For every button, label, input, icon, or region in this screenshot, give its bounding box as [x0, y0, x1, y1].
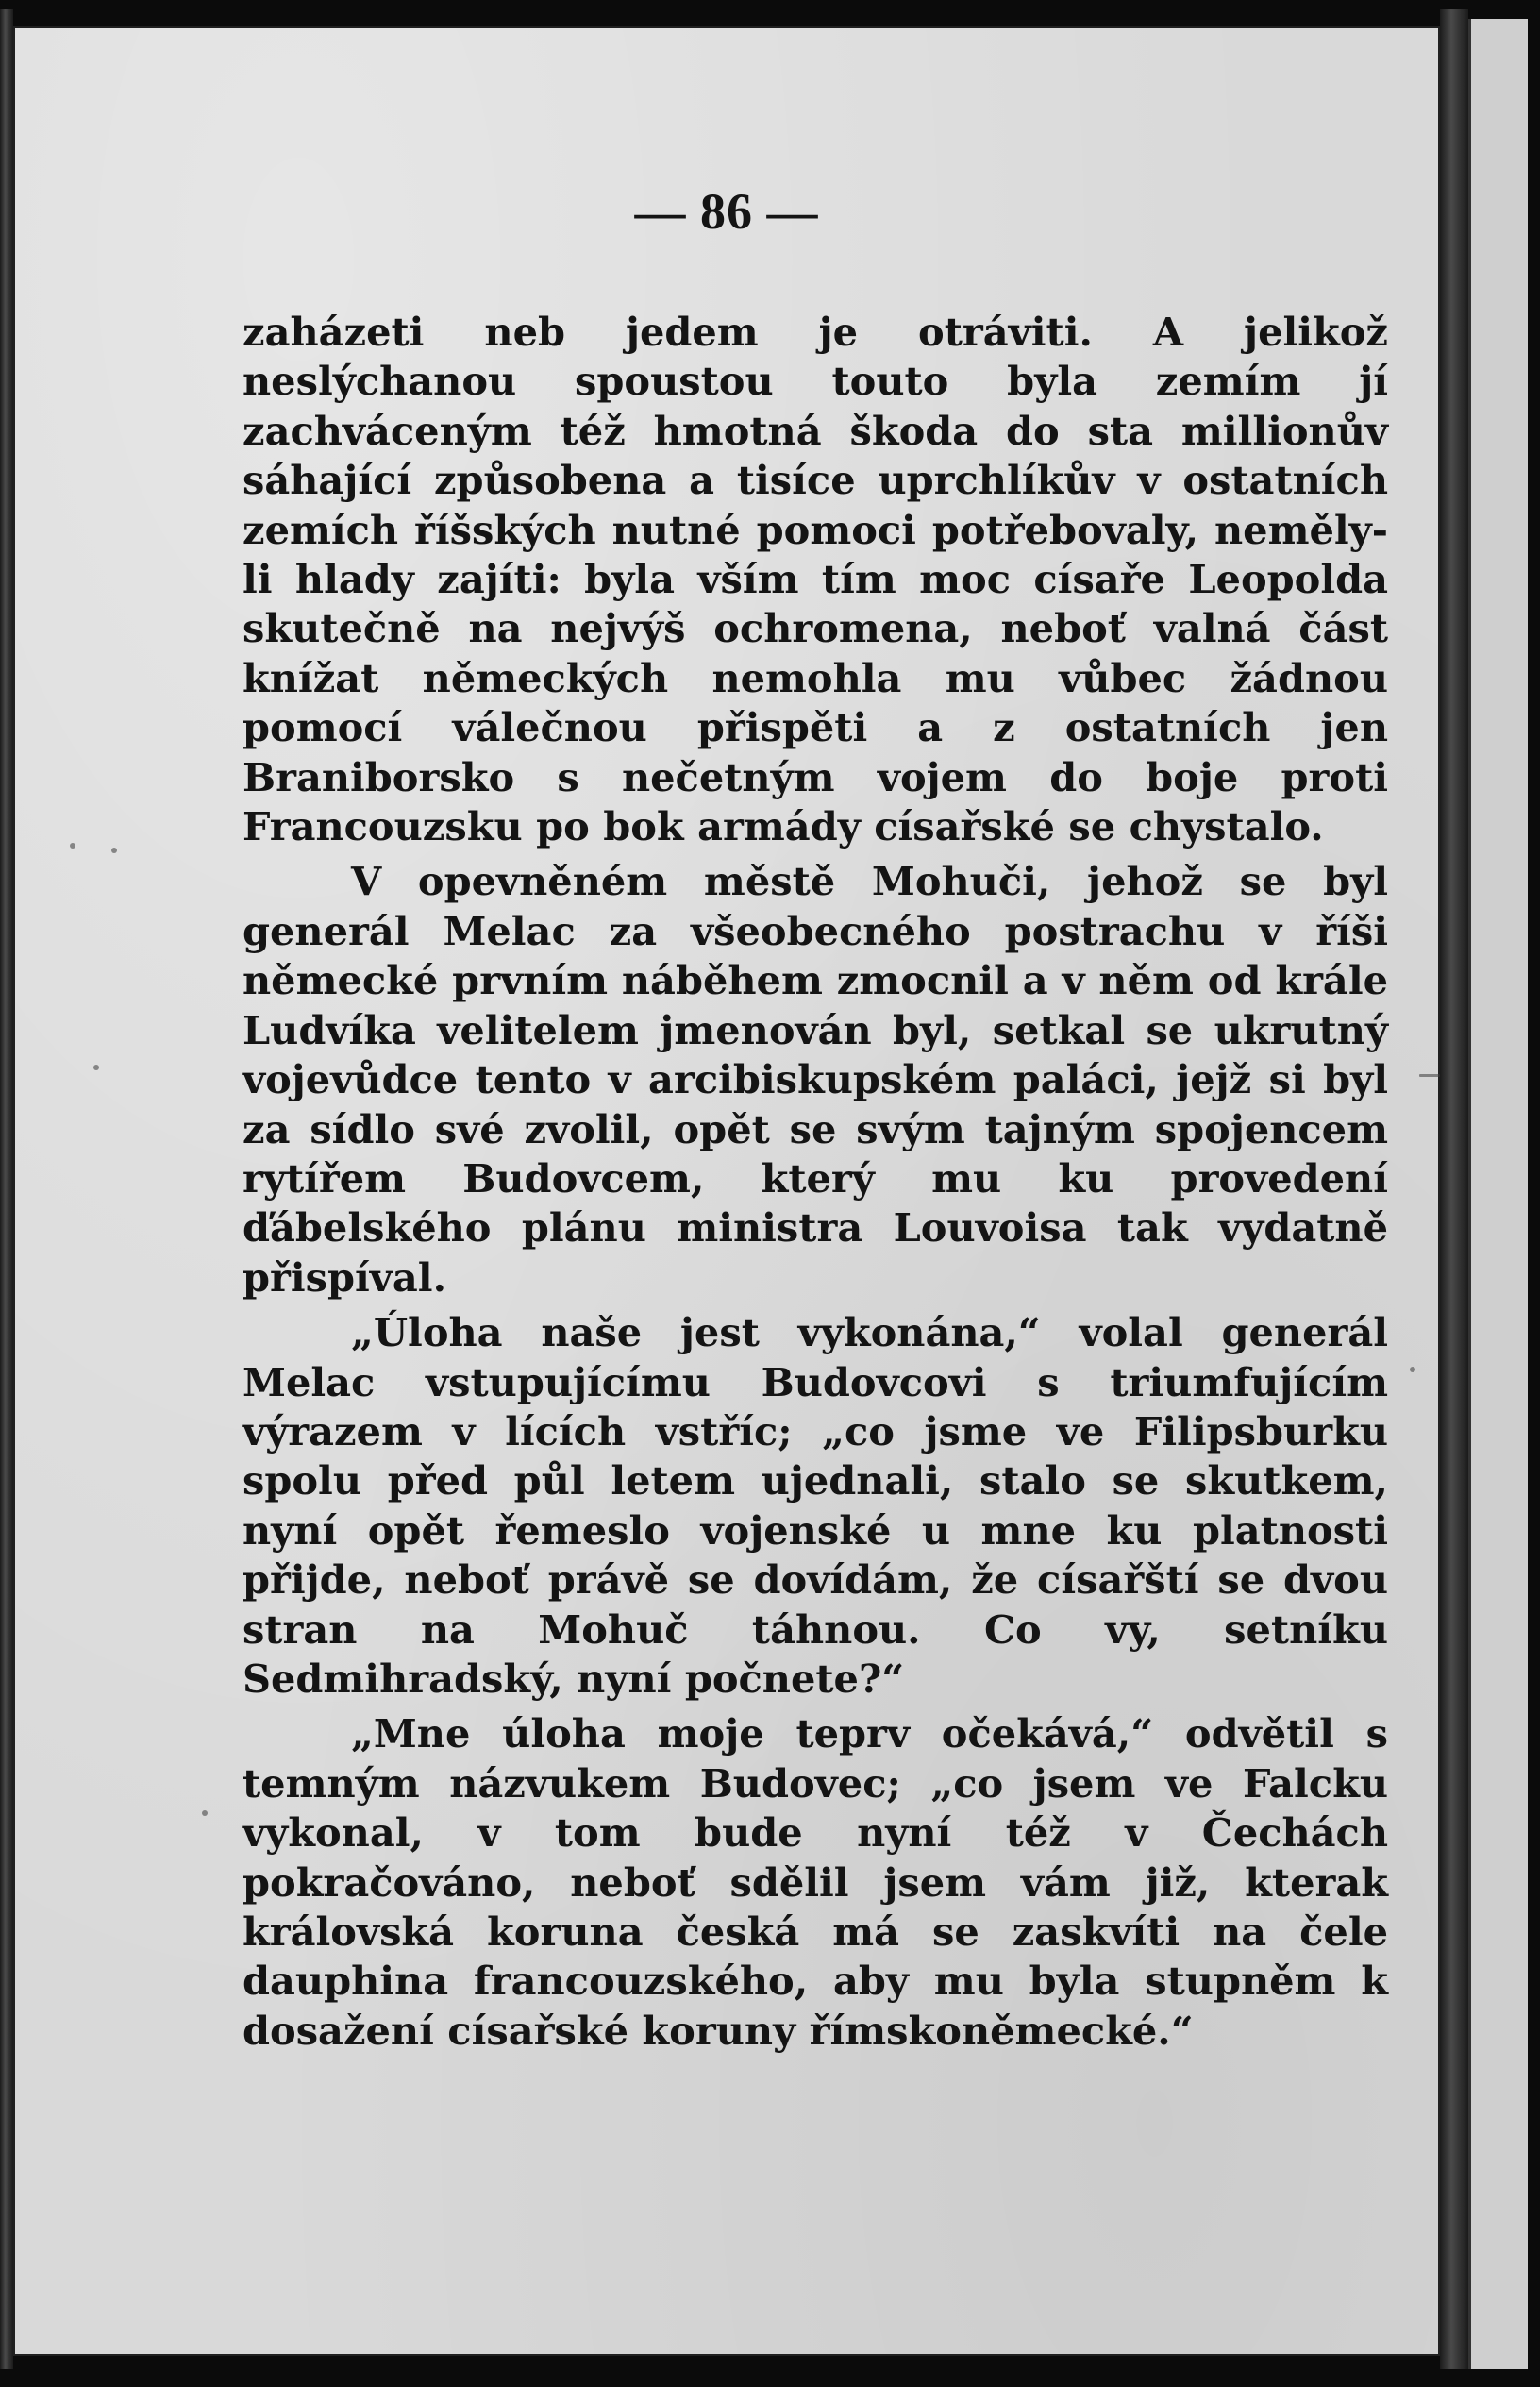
paragraph-2: V opevněném městě Mohuči, jehož se byl generál Melac za všeobecného postrachu v říši německé prvním náběhem zmocnil a v něm od krále Ludvíka velitelem jmenován byl, setkal se ukrutný vojevůdce tento v arcibiskupském paláci, jejž si byl za sídlo své zvolil, opět se svým tajným spojencem rytířem Budovcem, který mu ku provedení ďábelského plánu ministra Louvoisa tak vydatně přispíval.	[243, 858, 1388, 1301]
speck	[93, 1065, 99, 1070]
page-edge-right	[1440, 9, 1468, 2369]
paragraph-4: „Mne úloha moje teprv očekává,“ odvětil s temným názvukem Budovec; „co jsem ve Falcku vykonal, v tom bude nyní též v Čechách pokračováno, neboť sdělil jsem vám již, kterak královská koruna česká má se zaskvíti na čele dauphina francouzského, aby mu byla stupněm k dosažení císařské koruny římskoněmecké.“	[243, 1710, 1388, 2054]
book-page	[13, 26, 1440, 2356]
page-text	[243, 308, 1388, 2056]
speck	[70, 843, 75, 849]
paragraph-1: zaházeti neb jedem je otráviti. A jelikož neslýchanou spoustou touto byla zemím jí zachváceným též hmotná škoda do sta millionův sáhající způsobena a tisíce uprchlíkův v ostatních zemích říšských nutné pomoci potřebovaly, neměly-li hlady zajíti: byla vším tím moc císaře Leopolda skutečně na nejvýš ochromena, neboť valná část knížat německých nemohla mu vůbec žádnou pomocí válečnou přispěti a z ostatních jen Braniborsko s nečetným vojem do boje proti Francouzsku po bok armády císařské se chystalo.	[243, 309, 1388, 850]
page-edge-left	[0, 9, 13, 2369]
page-number: — 86 —	[634, 183, 819, 240]
speck	[111, 848, 117, 853]
paragraph-3: „Úloha naše jest vykonána,“ volal generál Melac vstupujícímu Budovcovi s triumfujícím výrazem v lících vstříc; „co jsme ve Filipsburku spolu před půl letem ujednali, stalo se skutkem, nyní opět řemeslo vojenské u mne ku platnosti přijde, neboť právě se dovídám, že císařští se dvou stran na Mohuč táhnou. Co vy, setníku Sedmihradský, nyní počnete?“	[243, 1309, 1388, 1702]
speck	[202, 1810, 208, 1816]
speck	[1419, 1074, 1440, 1077]
speck	[1410, 1367, 1415, 1372]
next-page-strip	[1468, 19, 1528, 2369]
